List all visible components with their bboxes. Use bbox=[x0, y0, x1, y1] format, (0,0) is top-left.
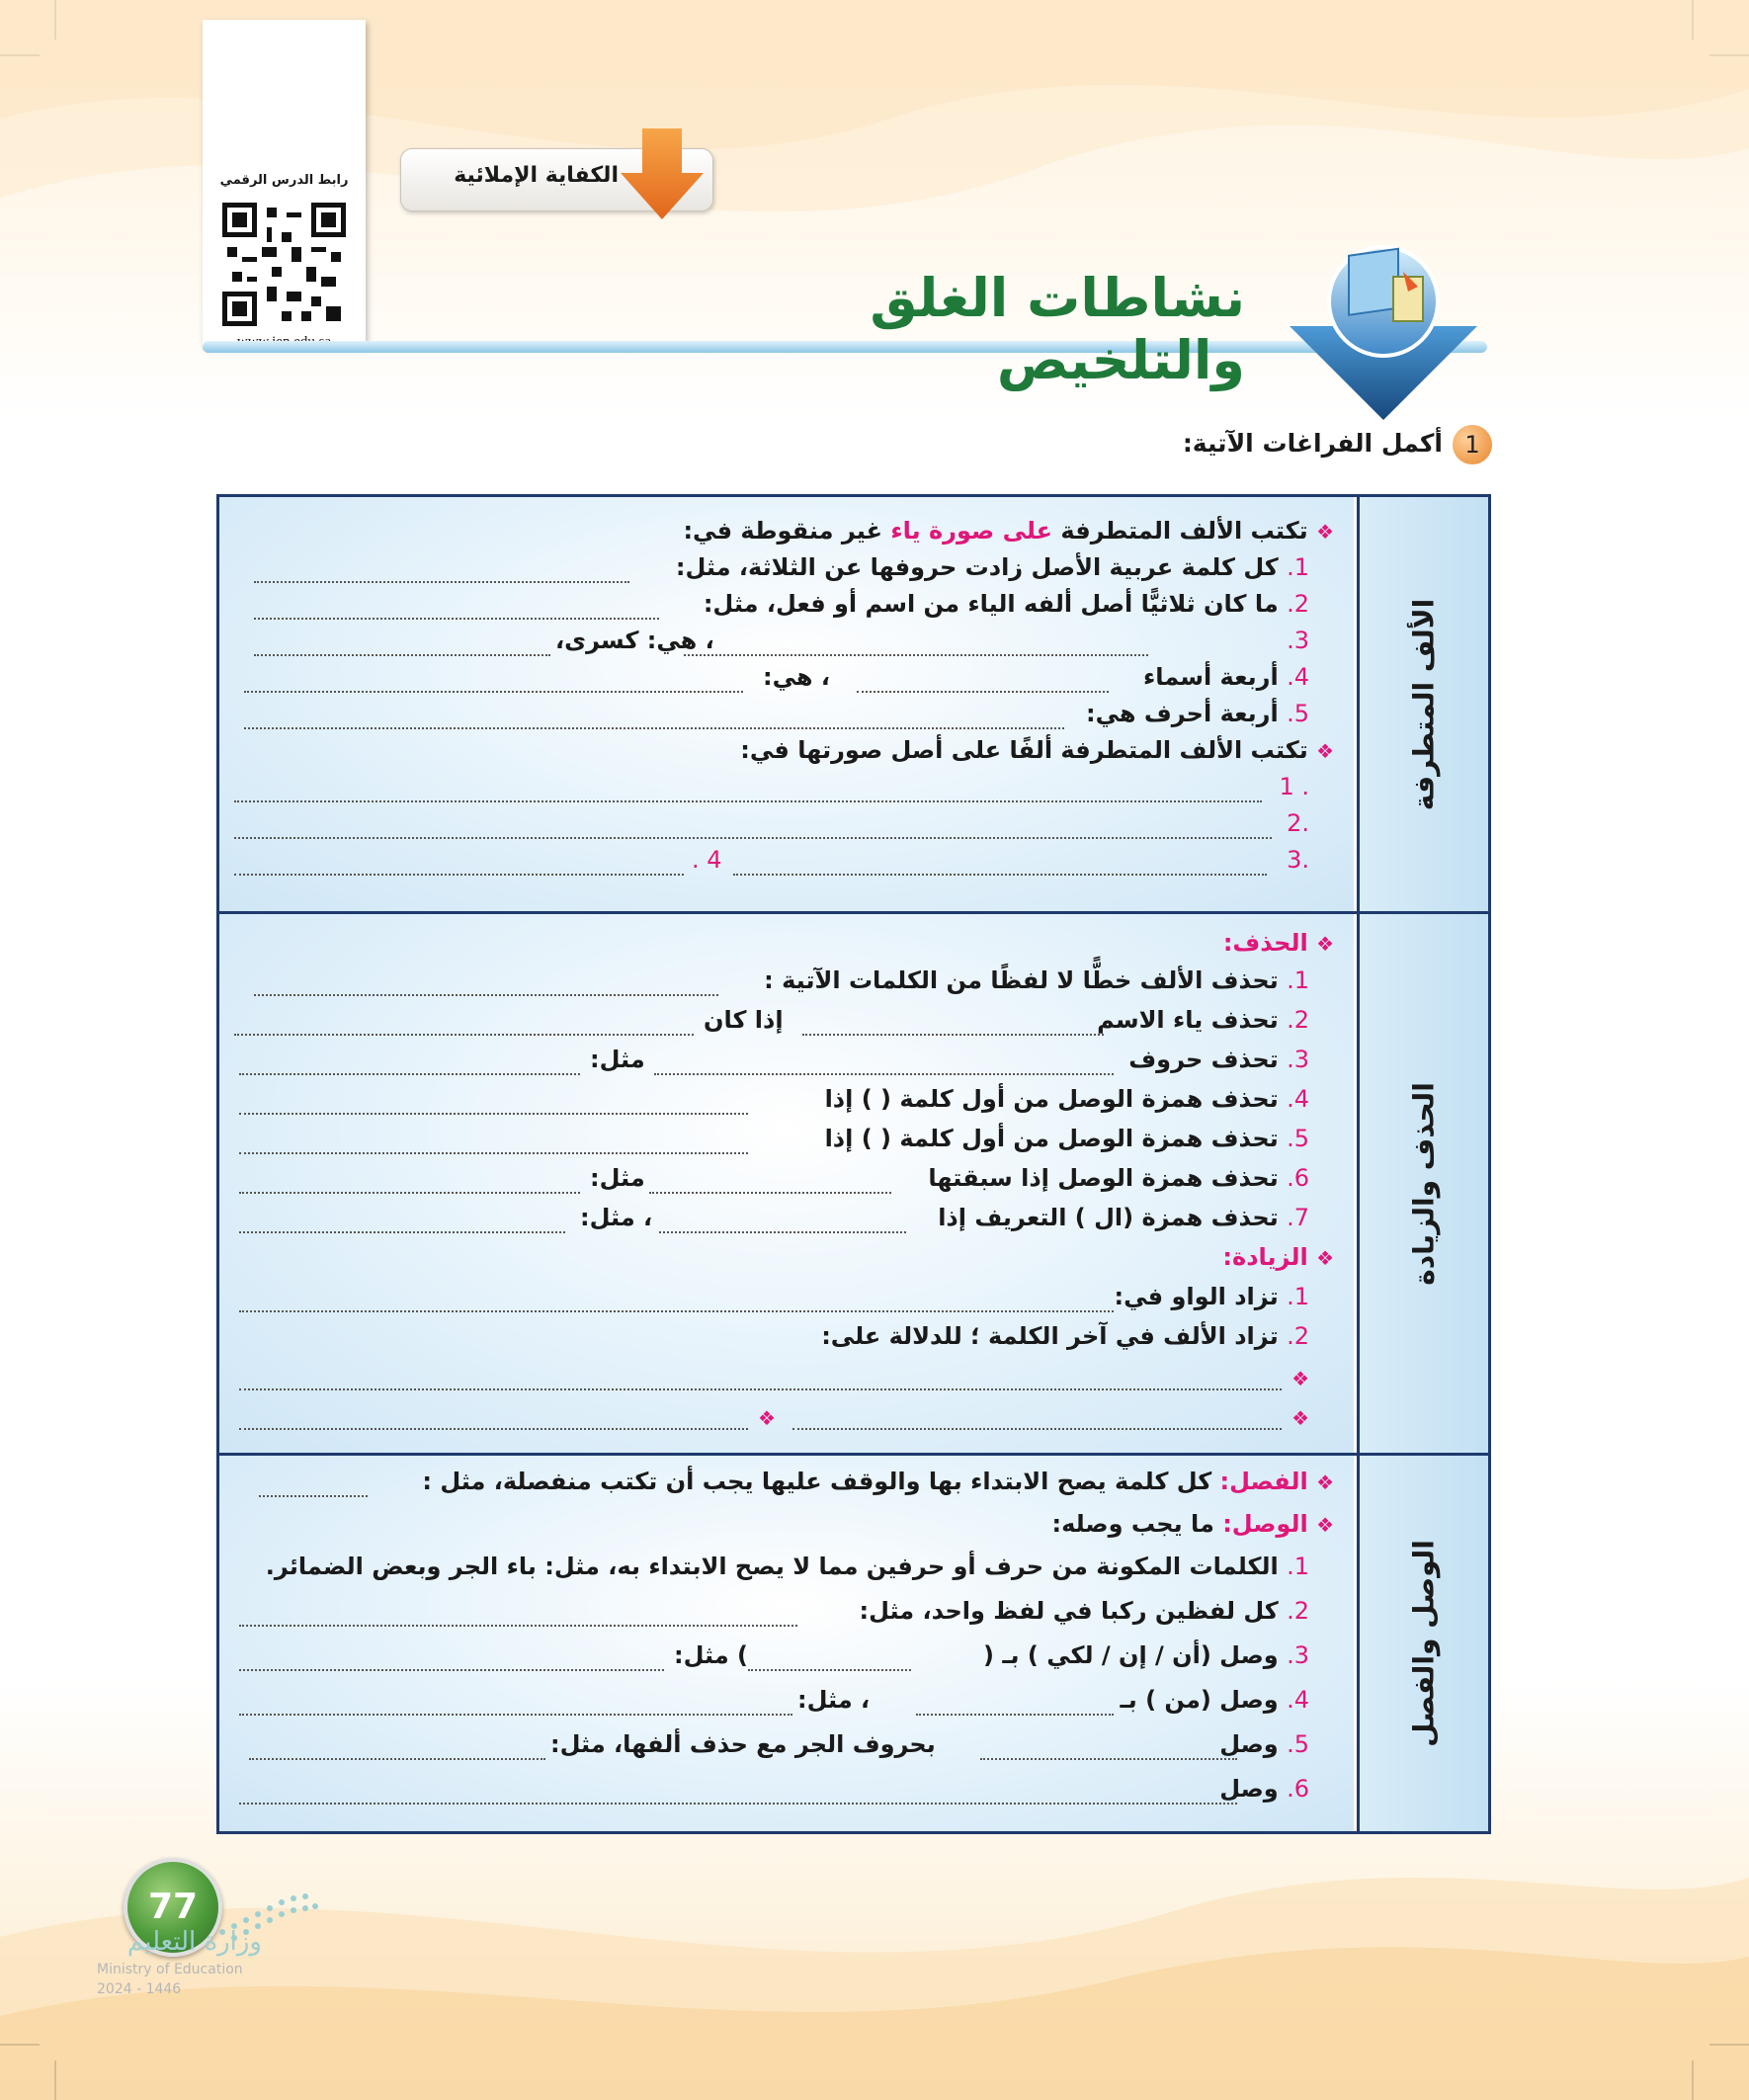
item-number: .3 bbox=[1287, 846, 1309, 874]
item-number: 2. bbox=[1287, 1006, 1309, 1034]
banner-title: الكفاية الإملائية bbox=[454, 163, 619, 188]
item-number: .2 bbox=[1287, 809, 1309, 837]
bullet-icon: ❖ bbox=[1291, 1406, 1309, 1430]
list-item bbox=[676, 553, 1309, 581]
blank-line[interactable] bbox=[259, 1495, 368, 1497]
item-text: تحذف الألف خطًّا لا لفظًا من الكلمات الآتية : bbox=[764, 966, 1279, 994]
item-number: 1. bbox=[1287, 553, 1309, 581]
books-emblem-icon bbox=[1270, 232, 1497, 430]
section-joining-separation bbox=[219, 1456, 1488, 1831]
list-item bbox=[1121, 1686, 1310, 1714]
subheading: الحذف: bbox=[1222, 929, 1308, 957]
blank-line[interactable] bbox=[239, 1625, 797, 1627]
blank-line[interactable] bbox=[254, 618, 659, 620]
blank-line[interactable] bbox=[239, 1073, 580, 1075]
item-text: وصل (من ) بـ bbox=[1120, 1686, 1279, 1714]
item-text: إذا كان bbox=[704, 1006, 784, 1034]
section-heading-cell bbox=[1357, 497, 1488, 911]
section-heading: الألف المتطرفة bbox=[1407, 598, 1441, 810]
bullet-line bbox=[422, 1468, 1334, 1495]
rule-text: تكتب الألف المتطرفة ألفًا على أصل صورتها في: bbox=[740, 736, 1308, 764]
section-heading-cell bbox=[1357, 1456, 1488, 1831]
item-text: تحذف همزة الوصل من أول كلمة ( ) إذا bbox=[824, 1085, 1279, 1113]
rule-text: ما يجب وصله: bbox=[1051, 1510, 1214, 1538]
section-content bbox=[219, 1456, 1354, 1831]
list-item bbox=[983, 1641, 1309, 1669]
question-number: 1 bbox=[1453, 425, 1492, 464]
item-text: ، هي: bbox=[763, 663, 830, 691]
list-item bbox=[859, 1597, 1309, 1625]
item-number: 5. bbox=[1287, 700, 1309, 727]
subheading: الفصل: bbox=[1219, 1468, 1308, 1495]
bullet-icon: ❖ bbox=[1316, 1513, 1334, 1537]
qr-label: رابط الدرس الرقمي bbox=[219, 173, 349, 188]
item-number: 4 . bbox=[692, 846, 722, 874]
blank-line[interactable] bbox=[239, 1113, 748, 1115]
item-number: 4. bbox=[1287, 663, 1309, 691]
blank-line[interactable] bbox=[748, 1669, 911, 1671]
list-item bbox=[1287, 846, 1309, 874]
item-text: وصل (أن / إن / لكي ) بـ ( bbox=[983, 1641, 1279, 1669]
blank-line[interactable] bbox=[802, 1034, 1104, 1036]
page-title: نشاطات الغلق والتلخيص bbox=[870, 267, 1245, 391]
item-text: تحذف همزة (ال ) التعريف إذا bbox=[938, 1204, 1279, 1231]
item-text: مثل: bbox=[590, 1164, 645, 1192]
section-heading: الوصل والفصل bbox=[1407, 1540, 1441, 1747]
item-text: كل كلمة عربية الأصل زادت حروفها عن الثلاثة، مثل: bbox=[675, 553, 1279, 581]
subheading: الوصل: bbox=[1222, 1510, 1308, 1538]
item-number: 2. bbox=[1287, 1597, 1309, 1625]
item-number: 2. bbox=[1287, 590, 1309, 618]
rule-text: تكتب الألف المتطرفة bbox=[1052, 517, 1308, 545]
blank-line[interactable] bbox=[659, 1231, 906, 1233]
blank-line[interactable] bbox=[244, 691, 743, 693]
section-final-alif bbox=[219, 497, 1488, 914]
list-item bbox=[825, 1125, 1309, 1152]
blank-line[interactable] bbox=[249, 1758, 545, 1760]
blank-line[interactable] bbox=[254, 581, 629, 583]
summary-table bbox=[216, 494, 1491, 1834]
item-number: 7. bbox=[1287, 1204, 1309, 1231]
list-item bbox=[266, 1553, 1309, 1580]
bullet-icon: ❖ bbox=[1316, 1470, 1334, 1494]
item-text: الكلمات المكونة من حرف أو حرفين مما لا يصح الابتداء به، مثل: باء الجر وبعض الضمائر. bbox=[265, 1553, 1279, 1580]
item-number: 6. bbox=[1287, 1164, 1309, 1192]
question-text: أكمل الفراغات الآتية: bbox=[1182, 429, 1443, 458]
item-text: ، مثل: bbox=[797, 1686, 871, 1714]
section-heading: الحذف والزيادة bbox=[1407, 1081, 1441, 1286]
item-number: 4. bbox=[1287, 1686, 1309, 1714]
bullet-line bbox=[1223, 929, 1334, 957]
item-text: أربعة أسماء bbox=[1143, 663, 1279, 691]
item-number: 4. bbox=[1287, 1085, 1309, 1113]
ministry-name: وزارة التعليم bbox=[126, 1927, 262, 1957]
item-number: 1. bbox=[1287, 966, 1309, 994]
list-item bbox=[1287, 627, 1309, 654]
qr-card[interactable] bbox=[203, 20, 366, 346]
item-text: أربعة أحرف هي: bbox=[1086, 700, 1279, 727]
list-item bbox=[1287, 809, 1309, 837]
blank-line[interactable] bbox=[857, 691, 1109, 693]
item-text: تزاد الألف في آخر الكلمة ؛ للدلالة على: bbox=[821, 1322, 1279, 1350]
list-item bbox=[1097, 1006, 1309, 1034]
blank-line[interactable] bbox=[239, 1192, 580, 1194]
blank-line[interactable] bbox=[254, 654, 550, 656]
item-number: 5. bbox=[1287, 1730, 1309, 1758]
item-text: بحروف الجر مع حذف ألفها، مثل: bbox=[550, 1730, 936, 1758]
list-item bbox=[928, 1164, 1309, 1192]
list-item bbox=[1219, 1775, 1309, 1803]
item-text: كل لفظين ركبا في لفظ واحد، مثل: bbox=[859, 1597, 1279, 1625]
section-heading-cell bbox=[1357, 914, 1488, 1453]
list-item bbox=[764, 966, 1309, 994]
item-number: 5. bbox=[1287, 1125, 1309, 1152]
bullet-line bbox=[740, 736, 1334, 764]
blank-line[interactable] bbox=[239, 1803, 1237, 1805]
bullet-line bbox=[683, 517, 1334, 545]
list-item bbox=[1086, 700, 1309, 727]
item-text: تحذف همزة الوصل من أول كلمة ( ) إذا bbox=[824, 1125, 1279, 1152]
blank-line[interactable] bbox=[234, 837, 1272, 839]
list-item bbox=[692, 846, 722, 874]
blank-line[interactable] bbox=[239, 1669, 664, 1671]
blank-line[interactable] bbox=[234, 1034, 694, 1036]
item-text: ما كان ثلاثيًّا أصل ألفه الياء من اسم أو فعل، مثل: bbox=[703, 590, 1279, 618]
item-text: ، هي: كسرى، bbox=[555, 627, 714, 654]
blank-line[interactable] bbox=[916, 1714, 1114, 1716]
highlight-text: على صورة ياء bbox=[890, 517, 1053, 545]
blank-line[interactable] bbox=[239, 1152, 748, 1154]
section-deletion-addition bbox=[219, 914, 1488, 1456]
blank-line[interactable] bbox=[239, 1714, 792, 1716]
list-item bbox=[938, 1204, 1309, 1231]
bullet-icon: ❖ bbox=[1316, 1246, 1334, 1270]
edition-year: 2024 - 1446 bbox=[97, 1981, 182, 1997]
bullet-icon: ❖ bbox=[758, 1406, 776, 1430]
section-content bbox=[219, 914, 1354, 1453]
item-number: 3. bbox=[1287, 627, 1309, 654]
page-number: 77 bbox=[124, 1858, 222, 1957]
blank-line[interactable] bbox=[239, 1231, 565, 1233]
list-item bbox=[1279, 773, 1309, 800]
item-text: تحذف ياء الاسم bbox=[1097, 1006, 1279, 1034]
section-content bbox=[219, 497, 1354, 911]
blank-line[interactable] bbox=[654, 1073, 1114, 1075]
rule-text: غير منقوطة في: bbox=[683, 517, 891, 545]
list-item bbox=[1128, 1046, 1309, 1073]
sub-bullet bbox=[758, 1403, 776, 1431]
rule-text: كل كلمة يصح الابتداء بها والوقف عليها يجب أن تكتب منفصلة، مثل : bbox=[422, 1468, 1212, 1495]
down-arrow-icon bbox=[613, 128, 711, 227]
list-item bbox=[1143, 663, 1309, 691]
blank-line[interactable] bbox=[980, 1758, 1237, 1760]
list-item bbox=[704, 590, 1309, 618]
item-number: 3. bbox=[1287, 1046, 1309, 1073]
item-text: تزاد الواو في: bbox=[1114, 1283, 1279, 1310]
item-number: 2. bbox=[1287, 1322, 1309, 1350]
sub-bullet bbox=[1291, 1403, 1309, 1431]
list-item bbox=[1219, 1730, 1309, 1758]
bullet-icon: ❖ bbox=[1291, 1367, 1309, 1390]
item-number: 6. bbox=[1287, 1775, 1309, 1803]
item-text: ، مثل: bbox=[580, 1204, 653, 1231]
bullet-line bbox=[1051, 1510, 1334, 1538]
subheading: الزيادة: bbox=[1222, 1243, 1308, 1271]
item-text: وصل bbox=[1219, 1730, 1279, 1758]
sub-bullet bbox=[1291, 1364, 1309, 1391]
blank-line[interactable] bbox=[684, 654, 1148, 656]
blank-line[interactable] bbox=[649, 1192, 891, 1194]
bullet-icon: ❖ bbox=[1316, 932, 1334, 956]
list-item bbox=[825, 1085, 1309, 1113]
qr-code-icon[interactable] bbox=[222, 203, 346, 326]
item-text: تحذف همزة الوصل إذا سبقتها bbox=[928, 1164, 1279, 1192]
item-text: تحذف حروف bbox=[1128, 1046, 1279, 1073]
item-text: وصل bbox=[1219, 1775, 1279, 1803]
list-item bbox=[821, 1322, 1309, 1350]
item-text: مثل: bbox=[590, 1046, 645, 1073]
bullet-icon: ❖ bbox=[1316, 520, 1334, 544]
item-number: . 1 bbox=[1279, 773, 1309, 800]
blank-line[interactable] bbox=[234, 800, 1262, 802]
blank-line[interactable] bbox=[234, 874, 684, 876]
blank-line[interactable] bbox=[244, 727, 1064, 729]
ministry-name-en: Ministry of Education bbox=[97, 1962, 243, 1977]
list-item bbox=[1115, 1283, 1310, 1310]
blank-line[interactable] bbox=[239, 1310, 1114, 1312]
blank-line[interactable] bbox=[254, 994, 718, 996]
blank-line[interactable] bbox=[239, 1388, 1282, 1390]
blank-line[interactable] bbox=[792, 1428, 1282, 1430]
bullet-line bbox=[1222, 1243, 1334, 1271]
bullet-icon: ❖ bbox=[1316, 739, 1334, 763]
item-number: 1. bbox=[1287, 1283, 1309, 1310]
item-number: 3. bbox=[1287, 1641, 1309, 1669]
blank-line[interactable] bbox=[733, 874, 1267, 876]
item-number: 1. bbox=[1287, 1553, 1309, 1580]
item-text: ) مثل: bbox=[674, 1641, 748, 1669]
blank-line[interactable] bbox=[239, 1428, 748, 1430]
